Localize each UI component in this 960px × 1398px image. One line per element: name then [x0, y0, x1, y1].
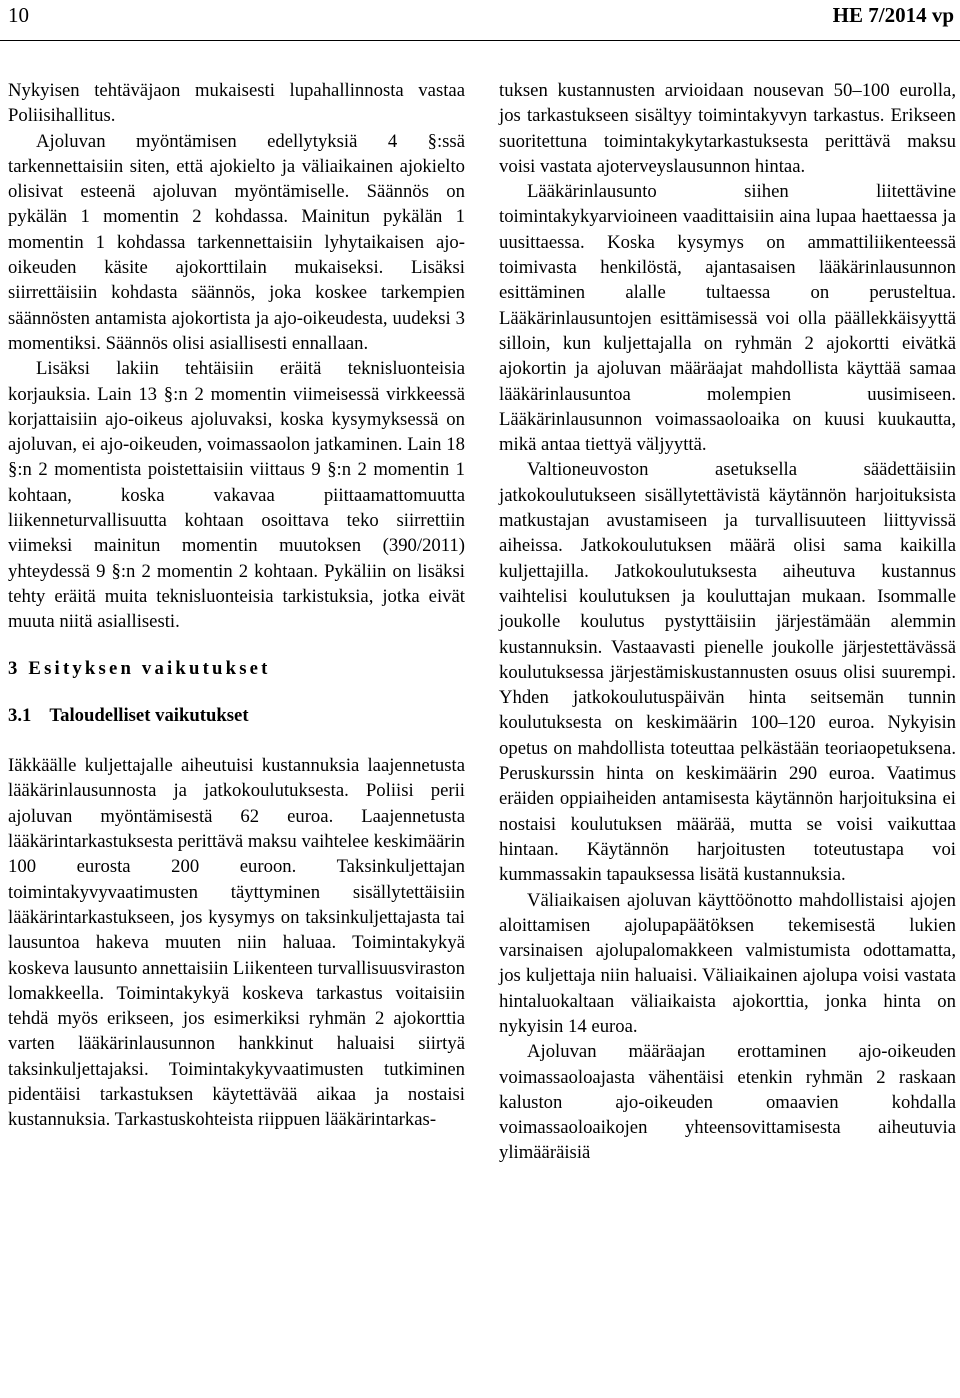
- paragraph-temporary-permit: Väliaikaisen ajoluvan käyttöönotto mahdollistaisi ajojen aloittamisen ajolupapäätöksen tekemisestä lukien varsinaisen ajolupalomakkeen valmistumista odottamatta, jos kuljettaja niin haluaisi. Väliaikainen ajolupa voisi vastata hintaluokaltaan väliaikaista ajokorttia, jonka hinta on nykyisin 14 euroa.: [499, 889, 956, 1037]
- page-header: [0, 0, 960, 44]
- right-column: [499, 78, 956, 1166]
- paragraph-technical-corrections: Lisäksi lakiin tehtäisiin eräitä teknisluonteisia korjauksia. Lain 13 §:n 2 momentin viimeisessä virkkeessä korjattaisiin ajo-oikeus ajoluvaksi, koska kysymyksessä on ajoluvan, ei ajo-oikeuden, voimassaolon jatkaminen. Lain 18 §:n 2 momentista poistettaisiin viittaus 9 §:n 2 momentin 1 kohtaan, koska vakavaa piittaamattomuutta liikenneturvallisuutta kohtaan osoittava teko siirrettiin viimeksi mainitun momentin muutoksen (390/2011) yhteydessä 9 §:n 2 momentin 2 kohtaan. Pykäliin on lisäksi tehty eräitä muita teknisluonteisia tarkistuksia, jotka eivät muuta niitä asiallisesti.: [8, 358, 465, 633]
- subsection-heading: [8, 703, 465, 728]
- subsection-title: Taloudelliset vaikutukset: [49, 704, 249, 726]
- subsection-number: 3.1: [8, 704, 32, 726]
- paragraph-inspection-costs: tuksen kustannusten arvioidaan nousevan 50–100 eurolla, jos tarkastukseen sisältyy toimintakyvyn tarkastus. Erikseen suoritettuna toimintakykytarkastuksesta perittävä maksu voisi vastata ajoterveyslausunnon hintaa.: [499, 80, 956, 177]
- paragraph-costs: Iäkkäälle kuljettajalle aiheutuisi kustannuksia laajennetusta lääkärinlausunnosta ja jatkokoulutuksesta. Poliisi perii ajoluvan myöntämisestä 62 euroa. Laajennetusta lääkärintarkastuksesta perittävä maksu vaihtelee keskimäärin 100 eurosta 200 euroon. Taksinkuljettajan toimintakyvyvaatimusten täyttyminen sisällytettäisiin lääkärintarkastukseen, jos kysymys on taksinkuljettajasta tai lausuntoa hakeva muuten niin haluaa. Toimintakykyä koskeva lausunto annettaisiin Liikenteen turvallisuusviraston lomakkeella. Toimintakykyä koskeva tarkastus voitaisiin tehdä myös erikseen, jos esimerkiksi ryhmän 2 ajokorttia varten lääkärinlausunnon hankkinut haluaisi siirtyä taksinkuljettajaksi. Toimintakykyvaatimusten tutkiminen pidentäisi tarkastuksen käytettävää aikaa ja nostaisi kustannuksia. Tarkastuskohteista riippuen lääkärintarkas-: [8, 755, 465, 1131]
- paragraph-licensing: Nykyisen tehtäväjaon mukaisesti lupahallinnosta vastaa Poliisihallitus.: [8, 80, 465, 127]
- section-heading: 3 Esityksen vaikutukset: [8, 657, 271, 679]
- paragraph-section-4: Ajoluvan myöntämisen edellytyksiä 4 §:ssä tarkennettaisiin siten, että ajokielto ja väliaikainen ajokielto olisivat esteenä ajoluvan myöntämiselle. Säännös on pykälän 1 momentin 2 kohdassa. Mainitun pykälän 1 momentin 1 kohdassa tarkennettaisiin lyhytaikaisen ajo-oikeuden käsite ajokorttilain mukaiseksi. Lisäksi siirrettäisiin kohdasta säännös, joka koskee tarkempien säännösten antamista ajokortista ja ajo-oikeudesta, uudeksi 3 momentiksi. Säännös olisi asiallisesti ennallaan.: [8, 130, 465, 354]
- paragraph-further-training: Valtioneuvoston asetuksella säädettäisiin jatkokoulutukseen sisällytettävistä käytännön harjoituksista matkustajan avustamiseen ja turvallisuuteen liittyvissä aiheissa. Jatkokoulutuksen määrä olisi sama kaikilla kuljettajilla. Jatkokoulutuksesta aiheutuva kustannus vaihtelisi koulutuksen ja kouluttajan mukaan. Isommalle joukolle koulutus pystyttäisiin järjestämään alemmin kustannuksin. Vastaavasti pienelle joukolle järjestettävässä koulutuksessa järjestämiskustannusten osuus olisi suurempi. Yhden jatkokoulutuspäivän hinta seitsemän tunnin koulutuksesta on keskimäärin 100–120 euroa. Nykyisin opetus on mahdollista toteuttaa pelkästään teoriaopetuksena. Peruskurssin hinta on keskimäärin 290 euroa. Vaatimus eräiden oppiaiheiden antamisesta käytännön harjoituksina ei nostaisi koulutuksen määrää, mutta se voisi vaikuttaa hintaan. Käytännön harjoitusten toteutustapa voi kummassakin tapauksessa lisätä kustannuksia.: [499, 459, 956, 886]
- paragraph-medical-statement: Lääkärinlausunto siihen liitettävine toimintakykyarvioineen vaadittaisiin aina lupaa haettaessa ja uusittaessa. Koska kysymys on ammattiliikenteessä toimivasta henkilöstä, ajantasaisen lääkärinlausunnon esittäminen alalle tultaessa on perusteltua. Lääkärinlausuntojen esittämisessä voi olla päällekkäisyyttä silloin, kun kuljettajalla on ryhmän 2 ajokortti eivätkä ajokortin ja ajoluvan määräajat mahdollista käyttää samaa lääkärinlausuntoa molempien uusimiseen. Lääkärinlausunnon voimassaoloaika on kuusi kuukautta, mikä antaa tiettyä väljyyttä.: [499, 181, 956, 456]
- header-divider: [0, 40, 960, 41]
- document-id: HE 7/2014 vp: [832, 3, 954, 27]
- page-number: 10: [8, 3, 29, 27]
- paragraph-permit-validity: Ajoluvan määräajan erottaminen ajo-oikeuden voimassaoloajasta vähentäisi etenkin ryhmän 2 raskaan kaluston ajo-oikeuden omaavien kohdalla voimassaoloaikojen yhteensovittamisesta aiheutuvia ylimääräisiä: [499, 1041, 956, 1164]
- left-column: [8, 78, 465, 1133]
